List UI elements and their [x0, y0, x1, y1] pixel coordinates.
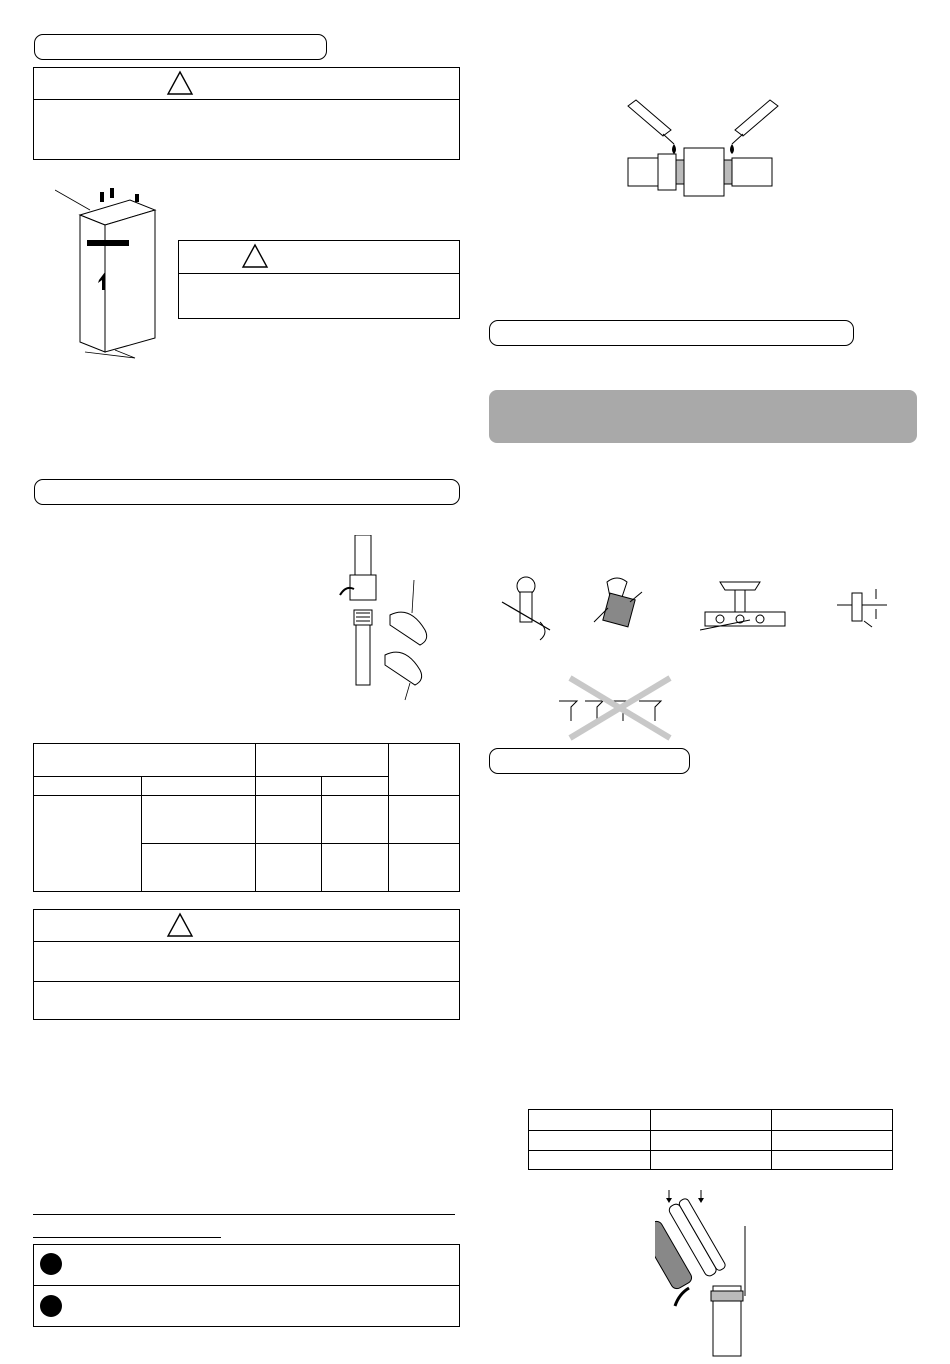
flare-dimension-illustration — [832, 585, 892, 635]
warning-triangle-icon — [166, 70, 194, 96]
mandatory-exclamation-icon — [40, 1253, 62, 1275]
indoor-unit-illustration — [55, 180, 165, 360]
pipe-spec-table — [528, 1109, 893, 1170]
section-header-1 — [34, 34, 327, 60]
heading-underline — [33, 1214, 455, 1215]
pipe-cutter-illustration — [500, 572, 560, 642]
section-header-2 — [34, 479, 460, 505]
reamer-illustration — [592, 572, 652, 642]
warning-box-divider — [34, 981, 459, 982]
chapter-banner — [489, 390, 917, 443]
heading-underline — [33, 1237, 221, 1238]
flaring-tool-illustration — [700, 572, 790, 642]
mandatory-box-divider — [34, 1285, 459, 1286]
valve-cap-illustration — [655, 1186, 765, 1361]
mandatory-exclamation-icon — [40, 1295, 62, 1317]
flare-torque-table — [33, 743, 460, 892]
warning-box-divider — [34, 99, 459, 100]
section-header-4 — [489, 748, 690, 774]
flare-nut-wrench-illustration — [330, 535, 440, 705]
warning-box-1 — [33, 67, 460, 160]
warning-triangle-icon — [241, 243, 269, 269]
warning-box-3 — [33, 909, 460, 1020]
mandatory-box — [33, 1244, 460, 1327]
incorrect-flare-illustration — [555, 673, 685, 743]
leak-check-illustration — [618, 96, 788, 206]
section-header-3 — [489, 320, 854, 346]
warning-box-2 — [178, 240, 460, 319]
warning-box-divider — [179, 273, 459, 274]
warning-triangle-icon — [166, 912, 194, 938]
warning-box-divider — [34, 941, 459, 942]
